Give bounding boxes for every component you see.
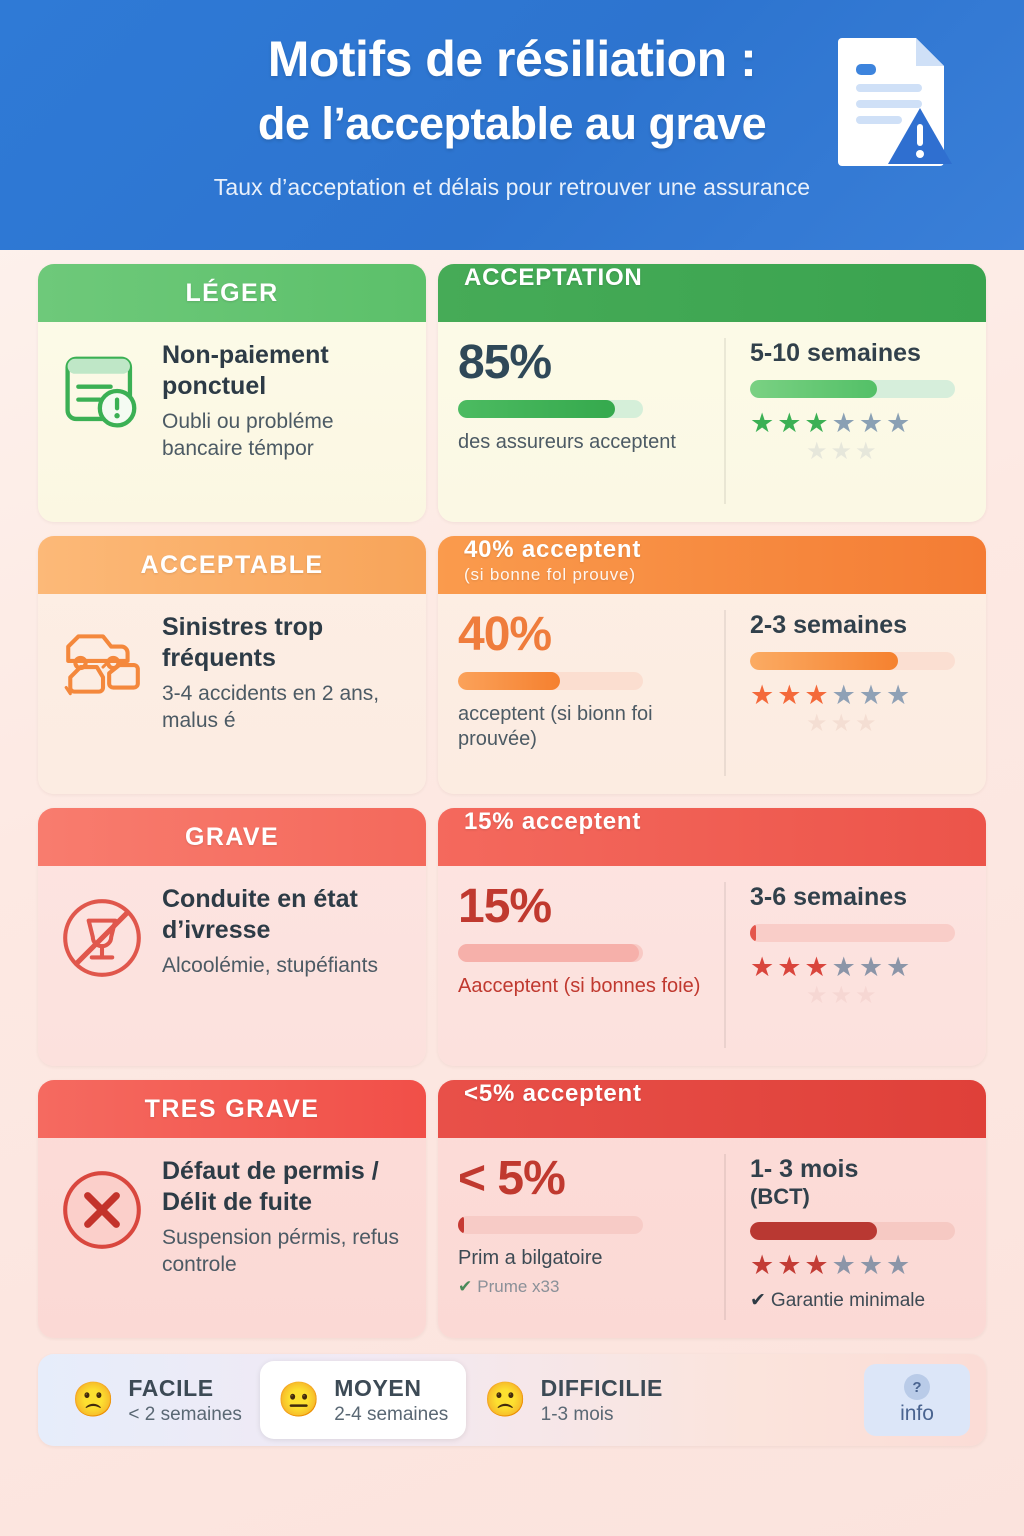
stats-band (438, 264, 986, 322)
crashed-cars-icon (54, 612, 150, 774)
acceptance-percent: 15% (458, 880, 552, 933)
severity-row (38, 264, 986, 522)
stats-card-grave[interactable] (438, 808, 986, 1066)
stats-band (438, 1080, 986, 1138)
severity-row (38, 1080, 986, 1338)
severity-row (38, 808, 986, 1066)
timing-delay: 2-3 semaines (750, 611, 908, 639)
severity-card-tres-grave[interactable] (38, 1080, 426, 1338)
acceptance-stat (458, 1154, 726, 1320)
severity-grid (0, 250, 1024, 1338)
acceptance-stat (458, 882, 726, 1048)
timing-stat (726, 610, 968, 776)
legend-sub: < 2 semaines (128, 1403, 242, 1425)
severity-title: Sinistres trop fréquents (162, 613, 324, 672)
timing-delay: 3-6 semaines (750, 883, 908, 911)
timing-delay: 5-10 semaines (750, 339, 921, 367)
timing-bar (750, 924, 955, 942)
stats-band-label: 40% acceptent (464, 536, 642, 563)
legend-bar (38, 1354, 986, 1446)
difficulty-stars: ★★★★★★ ★★★ (750, 680, 914, 737)
frowning-face-icon: 🙁 (72, 1381, 115, 1419)
stats-band (438, 536, 986, 594)
timing-stat (726, 338, 968, 504)
acceptance-stat (458, 338, 726, 504)
timing-note: ✔ Garantie minimale (750, 1290, 926, 1312)
severity-desc: Alcoolémie, stupéfiants (162, 954, 378, 977)
difficulty-stars: ★★★★★★ ★★★ (750, 408, 914, 465)
page-subtitle: Taux d’acceptation et délais pour retrouver une assurance (213, 174, 811, 200)
severity-band: ACCEPTABLE (38, 536, 426, 594)
difficulty-stars: ★★★★★★ (750, 1250, 914, 1281)
question-mark-icon: ? (904, 1374, 930, 1400)
page-title-line2: de l’acceptable au grave (257, 98, 767, 149)
neutral-face-icon: 😐 (277, 1381, 321, 1419)
acceptance-bar (458, 400, 643, 418)
sad-face-icon: 🙁 (484, 1381, 527, 1419)
legend-item-facile[interactable] (54, 1354, 260, 1446)
stats-band (438, 808, 986, 866)
page-title-line1: Motifs de résiliation : (267, 31, 757, 87)
legend-title: MOYEN (334, 1374, 422, 1401)
severity-desc: Suspension pérmis, refus controle (162, 1226, 399, 1276)
stats-card-tres-grave[interactable] (438, 1080, 986, 1338)
acceptance-bar (458, 672, 643, 690)
stats-card-leger[interactable] (438, 264, 986, 522)
difficulty-stars: ★★★★★★ ★★★ (750, 952, 914, 1009)
acceptance-stat (458, 610, 726, 776)
timing-bar (750, 1222, 955, 1240)
no-alcohol-icon (54, 884, 150, 1046)
acceptance-label: Prim a bilgatoire (458, 1247, 603, 1270)
document-warning-icon (834, 30, 952, 170)
severity-title: Défaut de permis / Délit de fuite (162, 1157, 379, 1216)
legend-item-moyen[interactable] (260, 1361, 466, 1439)
legend-title: DIFFICILIE (540, 1374, 663, 1401)
legend-title: FACILE (128, 1374, 214, 1401)
legend-sub: 1-3 mois (540, 1403, 614, 1425)
cross-circle-icon (54, 1156, 150, 1318)
acceptance-bar (458, 1216, 643, 1234)
legend-sub: 2-4 semaines (334, 1403, 449, 1425)
info-label: info (900, 1402, 934, 1425)
severity-card-grave[interactable] (38, 808, 426, 1066)
legend-item-difficile[interactable] (466, 1354, 681, 1446)
timing-delay-sub: (BCT) (750, 1184, 810, 1209)
stats-band-sub: (si bonne fol prouve) (464, 565, 636, 584)
timing-bar (750, 652, 955, 670)
timing-bar (750, 380, 955, 398)
severity-title: Non-paiement ponctuel (162, 341, 329, 400)
stats-band-label: <5% acceptent (464, 1080, 642, 1107)
acceptance-percent: 40% (458, 608, 552, 661)
acceptance-percent: < 5% (458, 1152, 565, 1205)
severity-band: TRES GRAVE (38, 1080, 426, 1138)
check-icon: ✔ (750, 1290, 766, 1312)
timing-stat (726, 1154, 968, 1320)
stats-band-label: ACCEPTATION (464, 264, 643, 291)
acceptance-label: acceptent (si bionn foi prouvée) (458, 703, 653, 751)
check-icon: ✔ (458, 1277, 473, 1297)
severity-row (38, 536, 986, 794)
timing-delay: 1- 3 mois (BCT) (750, 1154, 968, 1210)
severity-card-acceptable[interactable] (38, 536, 426, 794)
severity-title: Conduite en état d’ivresse (162, 885, 358, 944)
timing-stat (726, 882, 968, 1048)
severity-card-leger[interactable] (38, 264, 426, 522)
acceptance-note: ✔ Prume x33 (458, 1277, 560, 1297)
severity-desc: 3-4 accidents en 2 ans, malus é (162, 682, 380, 732)
invoice-unpaid-icon (54, 340, 150, 502)
acceptance-percent: 85% (458, 336, 552, 389)
severity-band: LÉGER (38, 264, 426, 322)
acceptance-label: Aacceptent (si bonnes foie) (458, 975, 701, 998)
stats-band-label: 15% acceptent (464, 808, 642, 835)
severity-band: GRAVE (38, 808, 426, 866)
severity-desc: Oubli ou probléme bancaire témpor (162, 410, 334, 460)
acceptance-bar (458, 944, 643, 962)
stats-card-acceptable[interactable] (438, 536, 986, 794)
page-header (0, 0, 1024, 250)
acceptance-label: des assureurs acceptent (458, 431, 676, 454)
info-badge[interactable] (864, 1364, 970, 1436)
